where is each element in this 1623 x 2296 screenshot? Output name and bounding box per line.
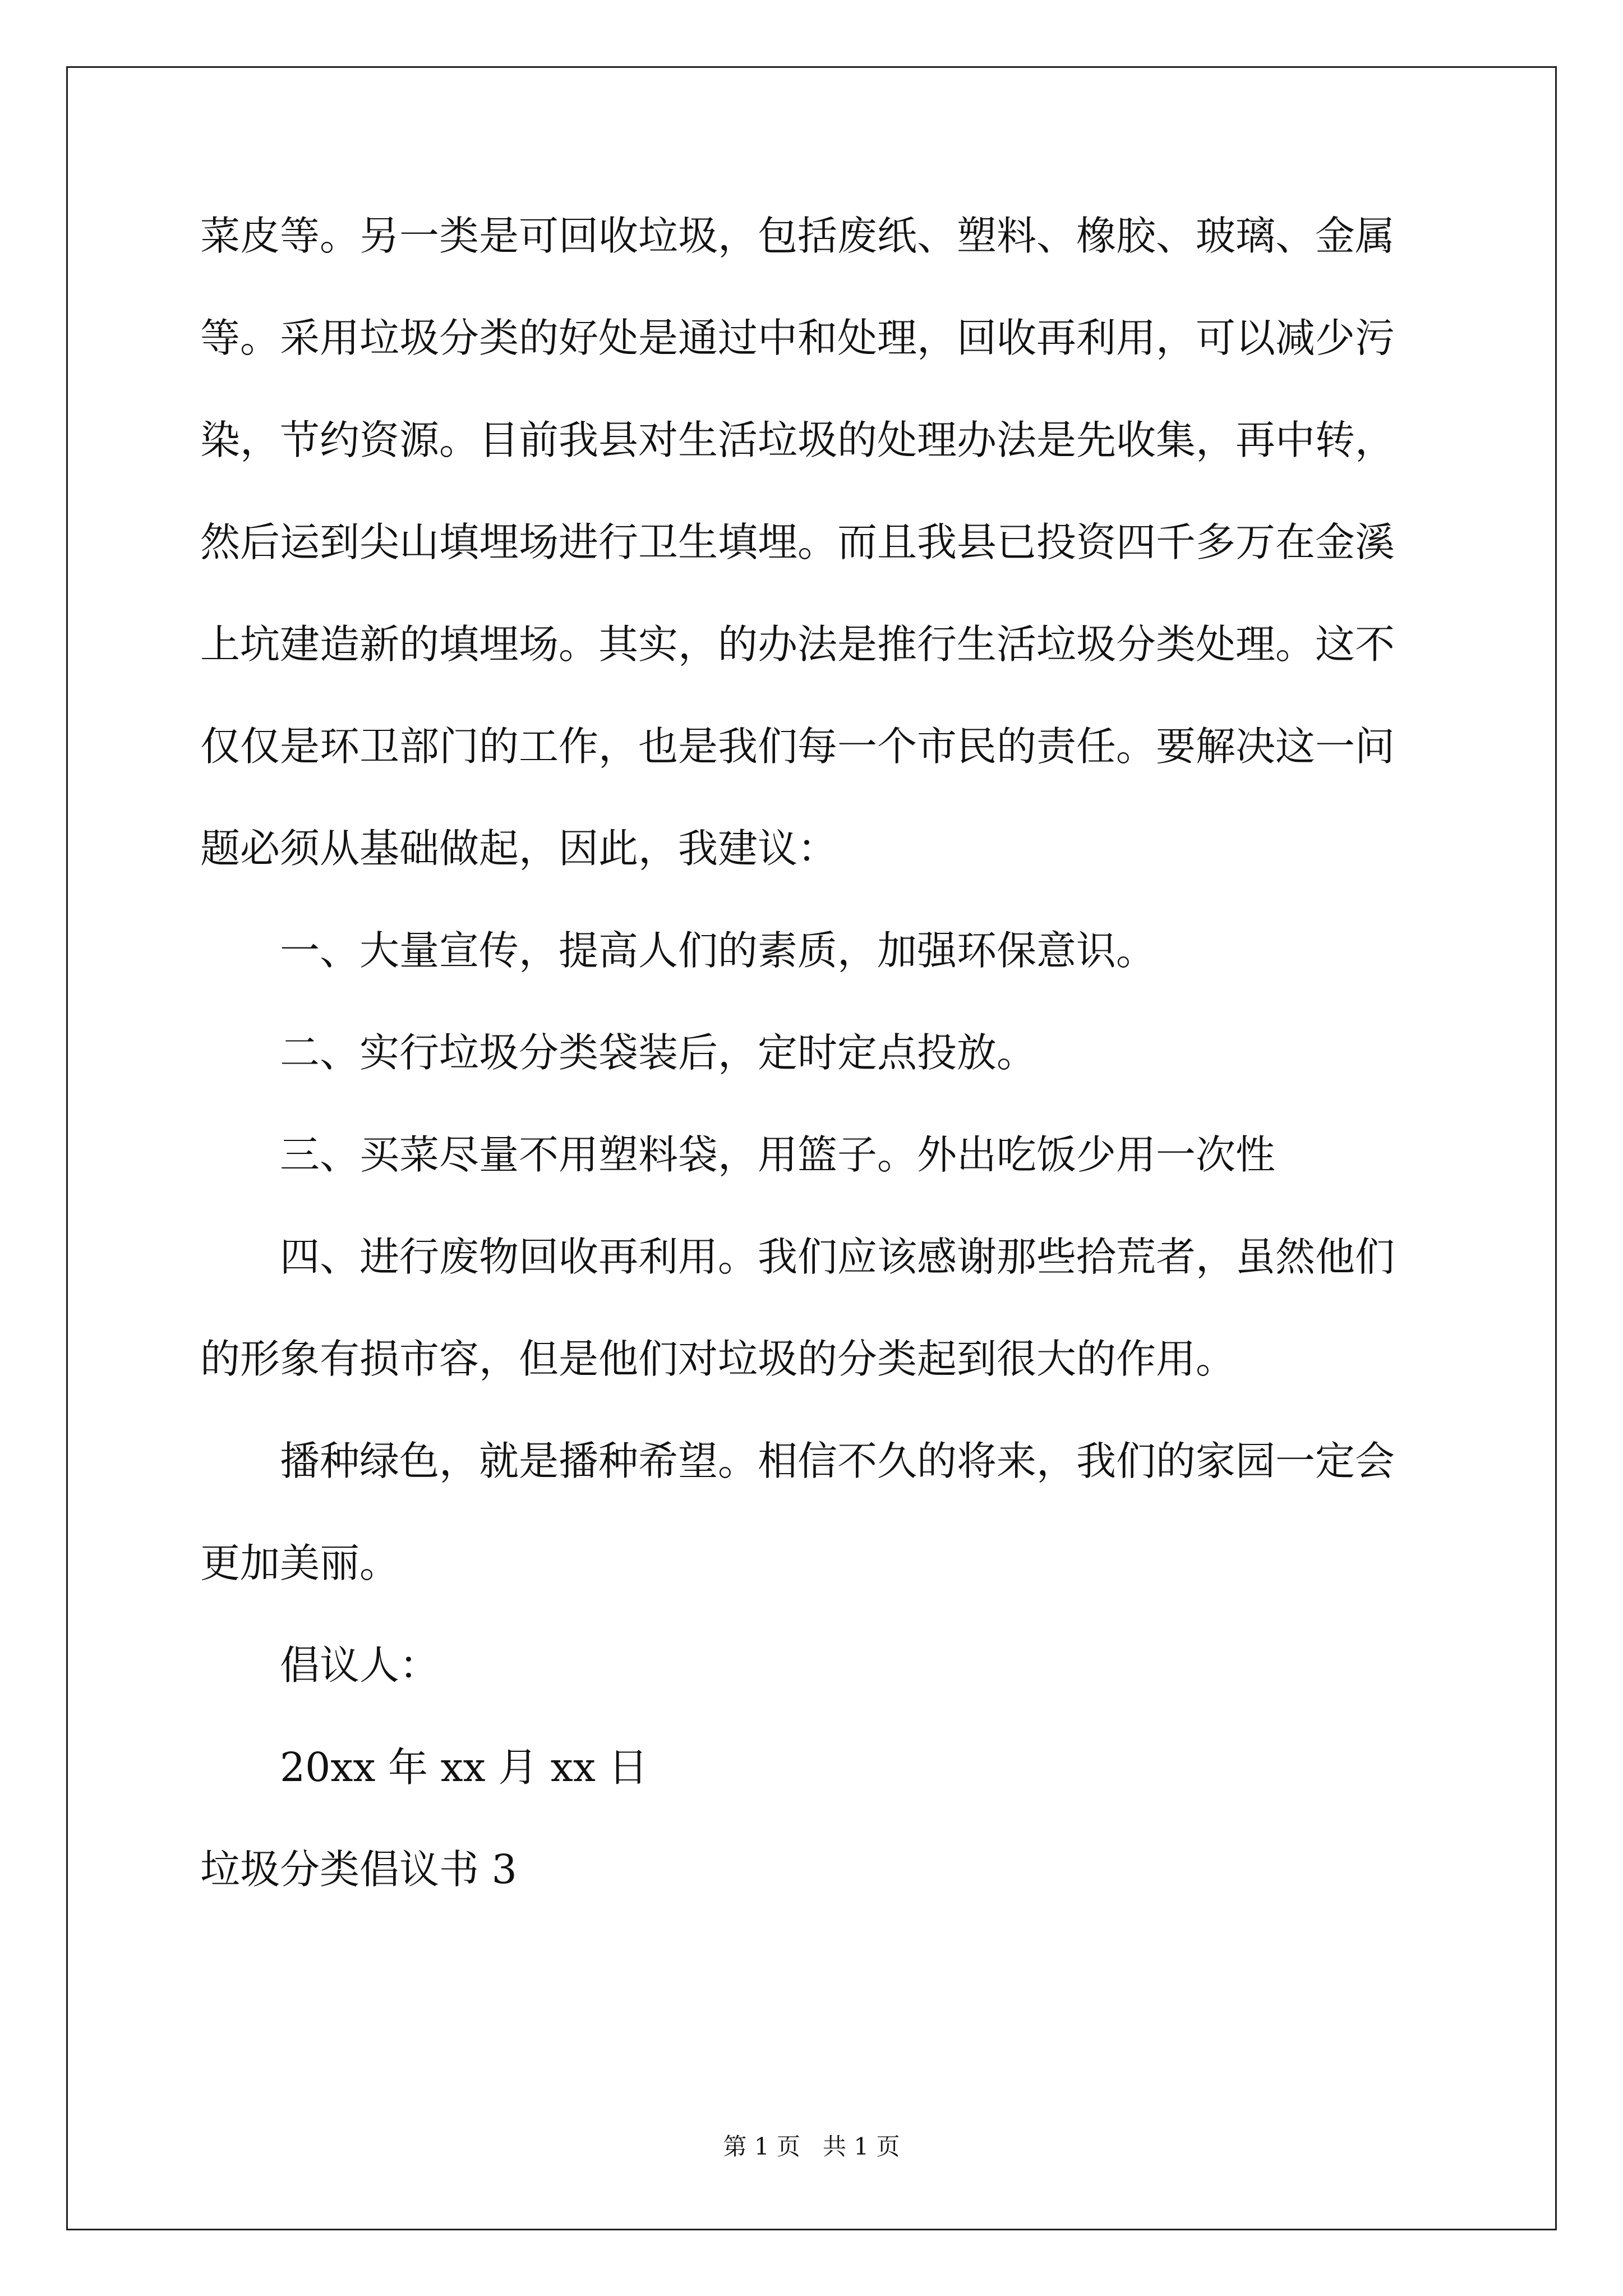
document-body xyxy=(200,213,1428,1893)
paragraph-line: 染，节约资源。目前我县对生活垃圾的处理办法是先收集，再中转， xyxy=(200,417,1395,463)
next-section-title: 垃圾分类倡议书 3 xyxy=(200,1846,517,1893)
signer-label: 倡议人： xyxy=(280,1642,440,1688)
paragraph-line: 题必须从基础做起，因此，我建议： xyxy=(200,825,838,872)
paragraph-line: 然后运到尖山填埋场进行卫生填埋。而且我县已投资四千多万在金溪 xyxy=(200,519,1395,565)
closing-line: 播种绿色，就是播种希望。相信不久的将来，我们的家园一定会 xyxy=(280,1438,1395,1484)
page-footer: 第 1 页 共 1 页 xyxy=(723,2133,900,2160)
suggestion-4-line: 的形象有损市容，但是他们对垃圾的分类起到很大的作用。 xyxy=(200,1336,1236,1382)
suggestion-2: 二、实行垃圾分类袋装后，定时定点投放。 xyxy=(280,1029,1037,1076)
suggestion-3: 三、买菜尽量不用塑料袋，用篮子。外出吃饭少用一次性 xyxy=(280,1131,1276,1178)
suggestion-4-line: 四、进行废物回收再利用。我们应该感谢那些拾荒者，虽然他们 xyxy=(280,1234,1395,1280)
paragraph-line: 上坑建造新的填埋场。其实，的办法是推行生活垃圾分类处理。这不 xyxy=(200,621,1395,668)
date-line: 20xx 年 xx 月 xx 日 xyxy=(280,1744,648,1791)
paragraph-line: 等。采用垃圾分类的好处是通过中和处理，回收再利用，可以减少污 xyxy=(200,315,1395,361)
paragraph-line: 仅仅是环卫部门的工作，也是我们每一个市民的责任。要解决这一问 xyxy=(200,723,1395,770)
paragraph-line: 菜皮等。另一类是可回收垃圾，包括废纸、塑料、橡胶、玻璃、金属 xyxy=(200,213,1395,259)
closing-line: 更加美丽。 xyxy=(200,1540,400,1586)
suggestion-1: 一、大量宣传，提高人们的素质，加强环保意识。 xyxy=(280,927,1156,974)
